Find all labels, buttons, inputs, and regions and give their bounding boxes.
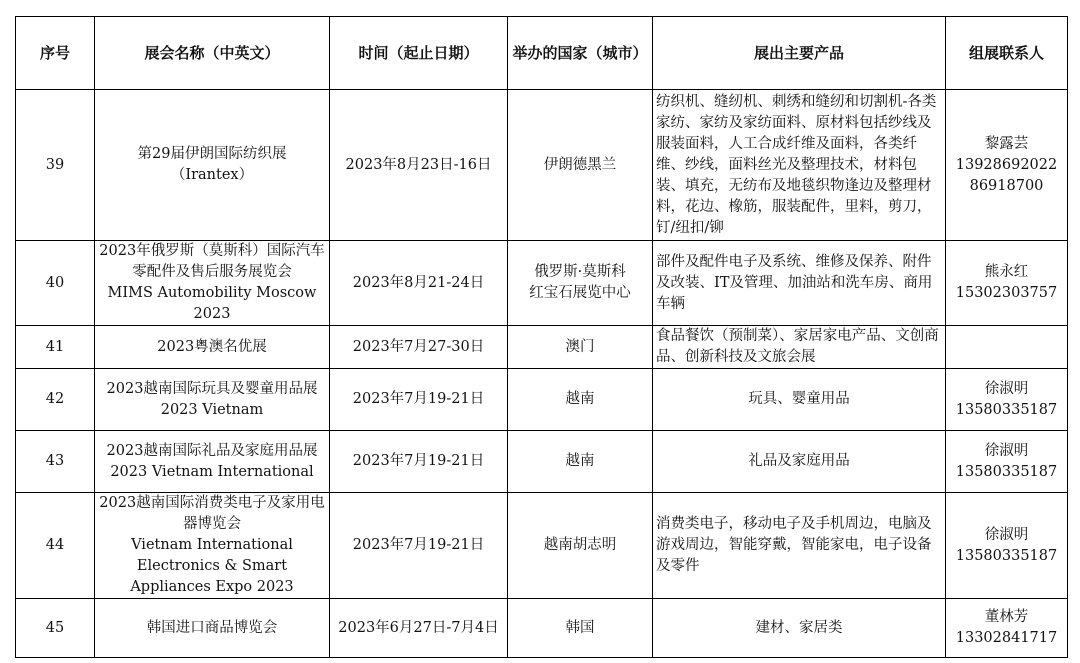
exhibition-name-line: （Irantex）	[170, 167, 254, 183]
contact-line: 董林芳	[984, 609, 1029, 625]
cell-contact	[946, 90, 1068, 241]
cell-seq: 42	[16, 369, 95, 431]
cell-products: 玩具、婴童用品	[653, 369, 946, 431]
country-line: 伊朗德黑兰	[543, 156, 617, 173]
country-line: 红宝石展览中心	[529, 285, 631, 301]
cell-products: 纺织机、缝纫机、刺绣和缝纫和切割机-各类家纺、家纺及家纺面料、原材料包括纱线及服装面料，人工合成纤维及面料，各类纤维、纱线，面料丝光及整理技术，材料包装、填充，无纺布及地毯织物逢边及整理材料，花边、橡筋，服装配件，里料，剪刀，钉/纽扣/铆	[653, 90, 946, 241]
cell-contact	[946, 326, 1068, 369]
cell-time: 2023年7月19-21日	[330, 493, 508, 599]
cell-country	[508, 599, 653, 658]
exhibition-name-line: 2023 Vietnam	[160, 401, 264, 418]
header-name: 展会名称（中英文）	[95, 17, 330, 90]
cell-contact	[946, 431, 1068, 493]
cell-contact	[946, 241, 1068, 326]
cell-name	[95, 431, 330, 493]
cell-name	[95, 599, 330, 658]
cell-name	[95, 241, 330, 326]
contact-line: 黎露芸	[984, 135, 1029, 152]
table-row	[16, 599, 1068, 658]
cell-country	[508, 493, 653, 599]
cell-products: 礼品及家庭用品	[653, 431, 946, 493]
table-header-row	[16, 17, 1068, 90]
cell-name	[95, 369, 330, 431]
contact-line: 徐淑明	[984, 380, 1029, 397]
header-time: 时间（起止日期）	[330, 17, 508, 90]
exhibition-name-line: MIMS Automobility Moscow	[107, 285, 317, 301]
cell-seq: 40	[16, 241, 95, 326]
contact-line: 86918700	[969, 177, 1044, 194]
cell-seq: 39	[16, 90, 95, 241]
exhibition-name-line: Electronics & Smart	[136, 558, 288, 574]
cell-country	[508, 431, 653, 493]
table-row	[16, 90, 1068, 241]
cell-contact	[946, 493, 1068, 599]
exhibition-name-line: Appliances Expo 2023	[130, 579, 294, 595]
cell-name	[95, 493, 330, 599]
exhibition-name-line: 2023越南国际玩具及婴童用品展	[106, 380, 318, 397]
cell-products: 建材、家居类	[653, 599, 946, 658]
contact-line: 13580335187	[955, 401, 1058, 418]
contact-line: 徐淑明	[984, 526, 1029, 543]
cell-country	[508, 241, 653, 326]
exhibition-name-line: 2023	[193, 306, 231, 322]
cell-time: 2023年6月27日-7月4日	[330, 599, 508, 658]
contact-line: 熊永红	[984, 264, 1029, 280]
cell-time: 2023年7月19-21日	[330, 369, 508, 431]
cell-products: 消费类电子，移动电子及手机周边，电脑及游戏周边，智能穿戴，智能家电，电子设备及零件	[653, 493, 946, 599]
table-row	[16, 326, 1068, 369]
exhibition-name-line: 2023粤澳名优展	[157, 338, 267, 355]
cell-time: 2023年7月27-30日	[330, 326, 508, 369]
cell-seq: 45	[16, 599, 95, 658]
cell-products: 食品餐饮（预制菜）、家居家电产品、文创商品、创新科技及文旅会展	[653, 326, 946, 369]
cell-seq: 44	[16, 493, 95, 599]
country-line: 俄罗斯·莫斯科	[534, 264, 626, 280]
table-row	[16, 431, 1068, 493]
contact-line: 15302303757	[955, 285, 1058, 301]
cell-name	[95, 90, 330, 241]
exhibition-name-line: Vietnam International	[131, 537, 293, 553]
cell-time: 2023年8月21-24日	[330, 241, 508, 326]
table-row	[16, 369, 1068, 431]
exhibition-table	[15, 16, 1068, 658]
header-products: 展出主要产品	[653, 17, 946, 90]
cell-country	[508, 90, 653, 241]
cell-seq: 41	[16, 326, 95, 369]
contact-line: 徐淑明	[984, 442, 1029, 459]
cell-contact	[946, 599, 1068, 658]
exhibition-name-line: 2023年俄罗斯（莫斯科）国际汽车零配件及售后服务展览会	[99, 243, 325, 280]
header-seq: 序号	[16, 17, 95, 90]
cell-contact	[946, 369, 1068, 431]
cell-seq: 43	[16, 431, 95, 493]
cell-products: 部件及配件电子及系统、维修及保养、附件及改装、IT及管理、加油站和洗车房、商用车辆	[653, 241, 946, 326]
contact-line: 13302841717	[955, 630, 1058, 646]
contact-line: 13580335187	[955, 547, 1058, 564]
country-line: 澳门	[565, 338, 595, 355]
exhibition-name-line: 韩国进口商品博览会	[146, 619, 278, 636]
cell-time: 2023年7月19-21日	[330, 431, 508, 493]
exhibition-name-line: 第29届伊朗国际纺织展	[137, 146, 287, 162]
document-page	[15, 16, 1068, 658]
exhibition-name-line: 2023 Vietnam International	[110, 463, 314, 480]
cell-country	[508, 326, 653, 369]
country-line: 韩国	[565, 619, 595, 636]
country-line: 越南胡志明	[543, 537, 617, 553]
cell-name	[95, 326, 330, 369]
table-row	[16, 241, 1068, 326]
country-line: 越南	[565, 453, 595, 469]
exhibition-name-line: 2023越南国际礼品及家庭用品展	[106, 442, 318, 459]
cell-time: 2023年8月23日-16日	[330, 90, 508, 241]
contact-line: 13928692022	[955, 156, 1058, 173]
country-line: 越南	[565, 391, 595, 407]
cell-country	[508, 369, 653, 431]
header-country: 举办的国家（城市）	[508, 17, 653, 90]
header-contact: 组展联系人	[946, 17, 1068, 90]
contact-line: 13580335187	[955, 463, 1058, 480]
exhibition-name-line: 2023越南国际消费类电子及家用电器博览会	[99, 495, 325, 532]
table-row	[16, 493, 1068, 599]
